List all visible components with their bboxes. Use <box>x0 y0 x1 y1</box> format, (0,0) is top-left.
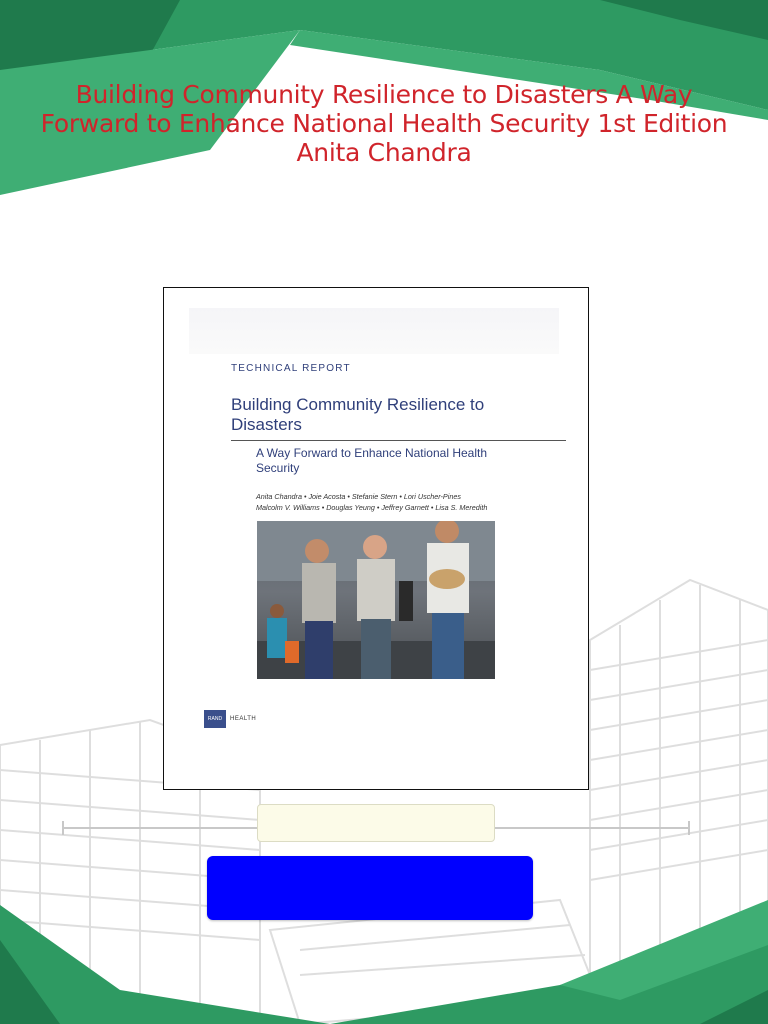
book-cover-image <box>163 287 589 790</box>
cover-report-label: TECHNICAL REPORT <box>231 363 351 374</box>
cover-header-band <box>189 308 559 354</box>
cover-photo-people <box>257 521 495 679</box>
divider-cap-right <box>688 821 690 835</box>
cover-subtitle: A Way Forward to Enhance National Health Security <box>256 446 488 475</box>
cover-divider <box>231 440 566 441</box>
cover-authors <box>256 491 576 513</box>
cover-photo <box>257 521 495 679</box>
info-button[interactable] <box>257 804 495 842</box>
download-button[interactable] <box>207 856 533 920</box>
divider-cap-left <box>62 821 64 835</box>
cover-authors-line-2: Malcolm V. Williams • Douglas Yeung • Jeffrey Garnett • Lisa S. Meredith <box>256 503 488 512</box>
rand-logo: RAND <box>204 710 226 728</box>
cover-publisher-unit: HEALTH <box>230 716 257 722</box>
page-title: Building Community Resilience to Disasters A Way Forward to Enhance National Health Security 1st Edition Anita Chandra <box>40 80 728 167</box>
cover-authors-line-1: Anita Chandra • Joie Acosta • Stefanie Stern • Lori Uscher-Pines <box>256 492 461 501</box>
cover-title: Building Community Resilience to Disasters <box>231 395 485 434</box>
